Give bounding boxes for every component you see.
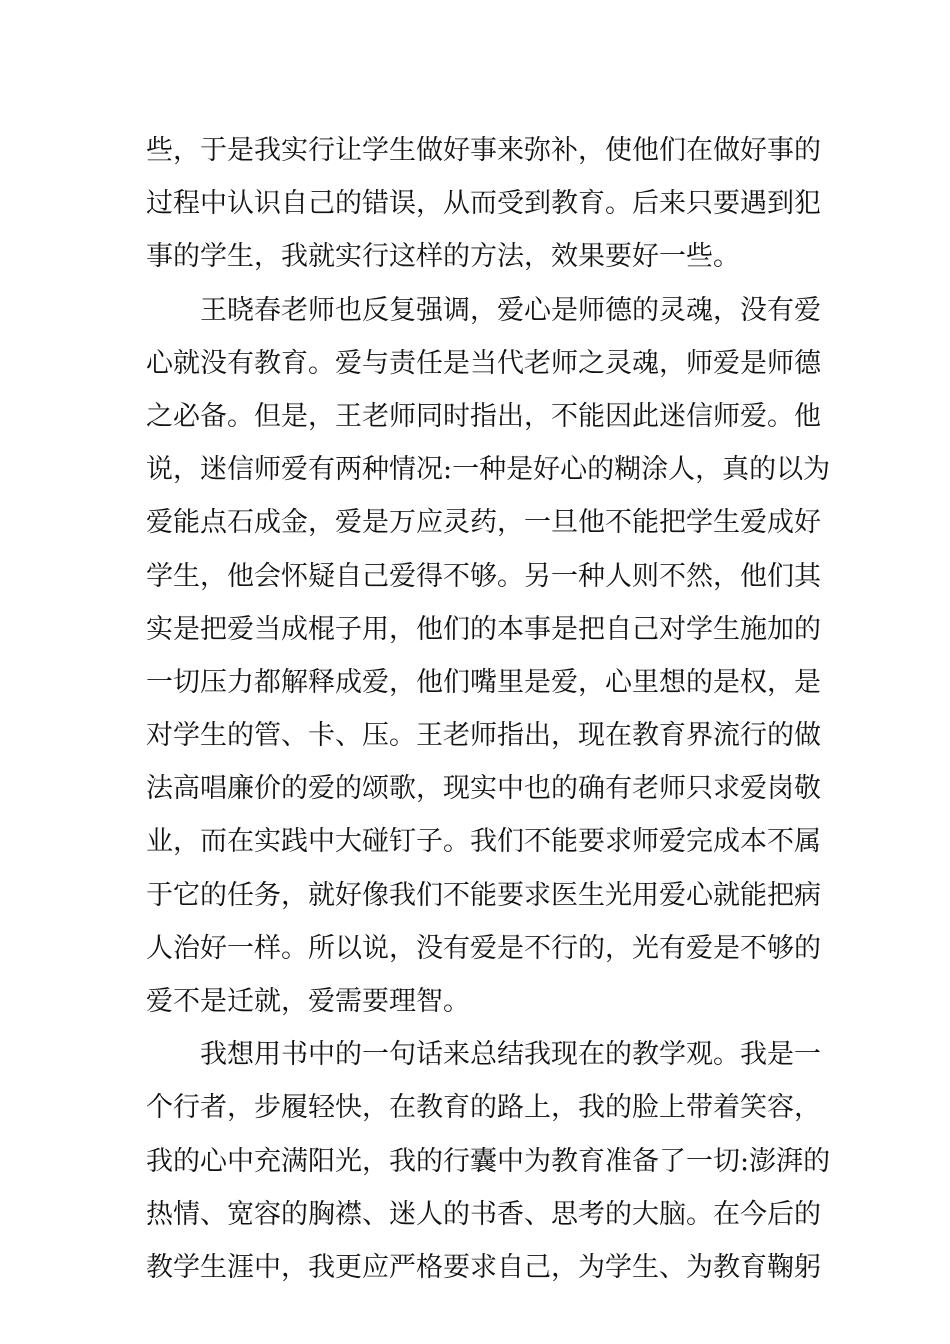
text-line: 心就没有教育。爱与责任是当代老师之灵魂，师爱是师德	[146, 347, 821, 379]
text-line: 些，于是我实行让学生做好事来弥补，使他们在做好事的	[146, 135, 821, 166]
text-line: 说，迷信师爱有两种情况:一种是好心的糊涂人，真的以为	[146, 454, 831, 486]
text-line: 爱不是迁就，爱需要理智。	[146, 986, 470, 1017]
text-line: 事的学生，我就实行这样的方法，效果要好一些。	[146, 241, 740, 273]
text-line: 热情、宽容的胸襟、迷人的书香、思考的大脑。在今后的	[146, 1198, 821, 1230]
text-line: 学生，他会怀疑自己爱得不够。另一种人则不然，他们其	[146, 560, 821, 592]
text-line: 对学生的管、卡、压。王老师指出，现在教育界流行的做	[146, 720, 821, 752]
body-text	[146, 124, 831, 1294]
text-line: 于它的任务，就好像我们不能要求医生光用爱心就能把病	[146, 879, 821, 911]
text-line: 个行者，步履轻快，在教育的路上，我的脸上带着笑容，	[146, 1092, 821, 1124]
text-line: 法高唱廉价的爱的颂歌，现实中也的确有老师只求爱岗敬	[146, 773, 821, 805]
text-line: 一切压力都解释成爱，他们嘴里是爱，心里想的是权，是	[146, 666, 821, 698]
text-line: 教学生涯中，我更应严格要求自己，为学生、为教育鞠躬	[146, 1251, 821, 1283]
text-line: 爱能点石成金，爱是万应灵药，一旦他不能把学生爱成好	[146, 507, 821, 539]
text-line: 实是把爱当成棍子用，他们的本事是把自己对学生施加的	[146, 613, 821, 645]
text-line: 过程中认识自己的错误，从而受到教育。后来只要遇到犯	[146, 188, 821, 220]
text-line: 人治好一样。所以说，没有爱是不行的，光有爱是不够的	[146, 932, 821, 964]
text-line: 我的心中充满阳光，我的行囊中为教育准备了一切:澎湃的	[146, 1145, 831, 1177]
text-line: 之必备。但是，王老师同时指出，不能因此迷信师爱。他	[146, 400, 821, 432]
text-line: 王晓春老师也反复强调，爱心是师德的灵魂，没有爱	[200, 294, 821, 326]
text-line: 我想用书中的一句话来总结我现在的教学观。我是一	[200, 1039, 821, 1071]
text-line: 业，而在实践中大碰钉子。我们不能要求师爱完成本不属	[146, 826, 821, 858]
